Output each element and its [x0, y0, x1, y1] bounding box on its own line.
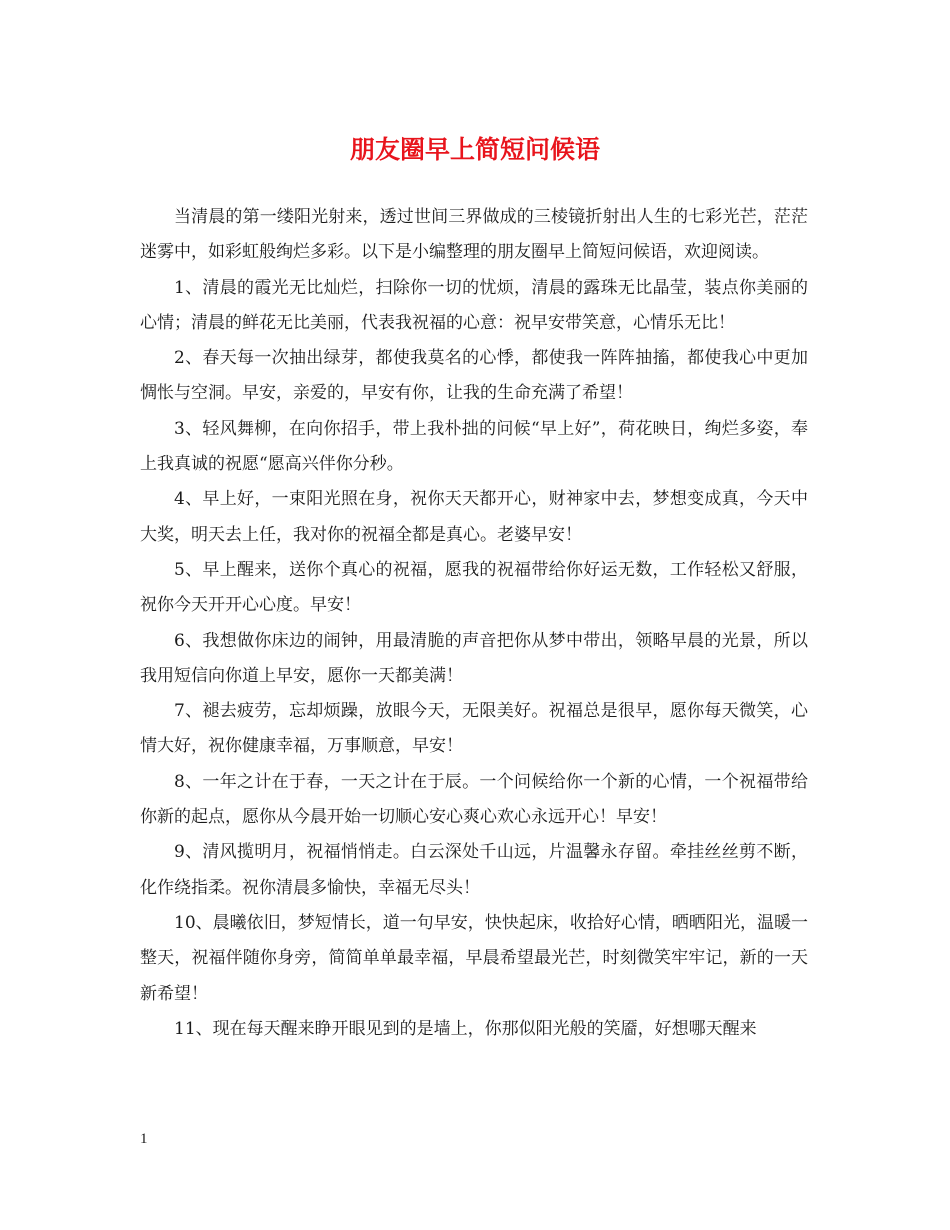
greeting-item-7: 7、褪去疲劳，忘却烦躁，放眼今天，无限美好。祝福总是很早，愿你每天微笑，心情大好，祝你健康幸福，万事顺意，早安！	[140, 701, 808, 757]
greeting-item-9: 9、清风揽明月，祝福悄悄走。白云深处千山远，片温馨永存留。牵挂丝丝剪不断，化作绕指柔。祝你清晨多愉快，幸福无尽头！	[140, 842, 808, 898]
page-number: 1	[140, 1131, 148, 1147]
intro-paragraph: 当清晨的第一缕阳光射来，透过世间三界做成的三棱镜折射出人生的七彩光芒，茫茫迷雾中，如彩虹般绚烂多彩。以下是小编整理的朋友圈早上简短问候语，欢迎阅读。	[140, 207, 808, 263]
document-title: 朋友圈早上简短问候语	[349, 135, 600, 164]
greeting-item-10: 10、晨曦依旧，梦短情长，道一句早安，快快起床，收拾好心情，晒晒阳光，温暖一整天，祝福伴随你身旁，简简单单最幸福，早晨希望最光芒，时刻微笑牢牢记，新的一天新希望！	[140, 912, 808, 1004]
greeting-item-6: 6、我想做你床边的闹钟，用最清脆的声音把你从梦中带出，领略早晨的光景，所以我用短信向你道上早安，愿你一天都美满！	[140, 630, 808, 686]
greeting-item-8: 8、一年之计在于春，一天之计在于辰。一个问候给你一个新的心情，一个祝福带给你新的起点，愿你从今晨开始一切顺心安心爽心欢心永远开心！早安！	[140, 771, 808, 828]
greeting-item-1: 1、清晨的霞光无比灿烂，扫除你一切的忧烦，清晨的露珠无比晶莹，装点你美丽的心情；清晨的鲜花无比美丽，代表我祝福的心意：祝早安带笑意，心情乐无比！	[140, 277, 808, 333]
greeting-item-2: 2、春天每一次抽出绿芽，都使我莫名的心悸，都使我一阵阵抽搐，都使我心中更加惆怅与空洞。早安，亲爱的，早安有你，让我的生命充满了希望！	[140, 348, 808, 404]
greeting-item-5: 5、早上醒来，送你个真心的祝福，愿我的祝福带给你好运无数，工作轻松又舒服，祝你今天开开心心度。早安！	[140, 559, 808, 616]
greeting-item-4: 4、早上好，一束阳光照在身，祝你天天都开心，财神家中去，梦想变成真，今天中大奖，明天去上任，我对你的祝福全都是真心。老婆早安！	[140, 489, 808, 545]
document-body	[140, 200, 808, 1047]
greeting-item-3: 3、轻风舞柳，在向你招手，带上我朴拙的问候“早上好”，荷花映日，绚烂多姿，奉上我真诚的祝愿“愿高兴伴你分秒。	[140, 418, 808, 475]
greeting-item-11: 11、现在每天醒来睁开眼见到的是墙上，你那似阳光般的笑靥，好想哪天醒来	[174, 1018, 757, 1039]
